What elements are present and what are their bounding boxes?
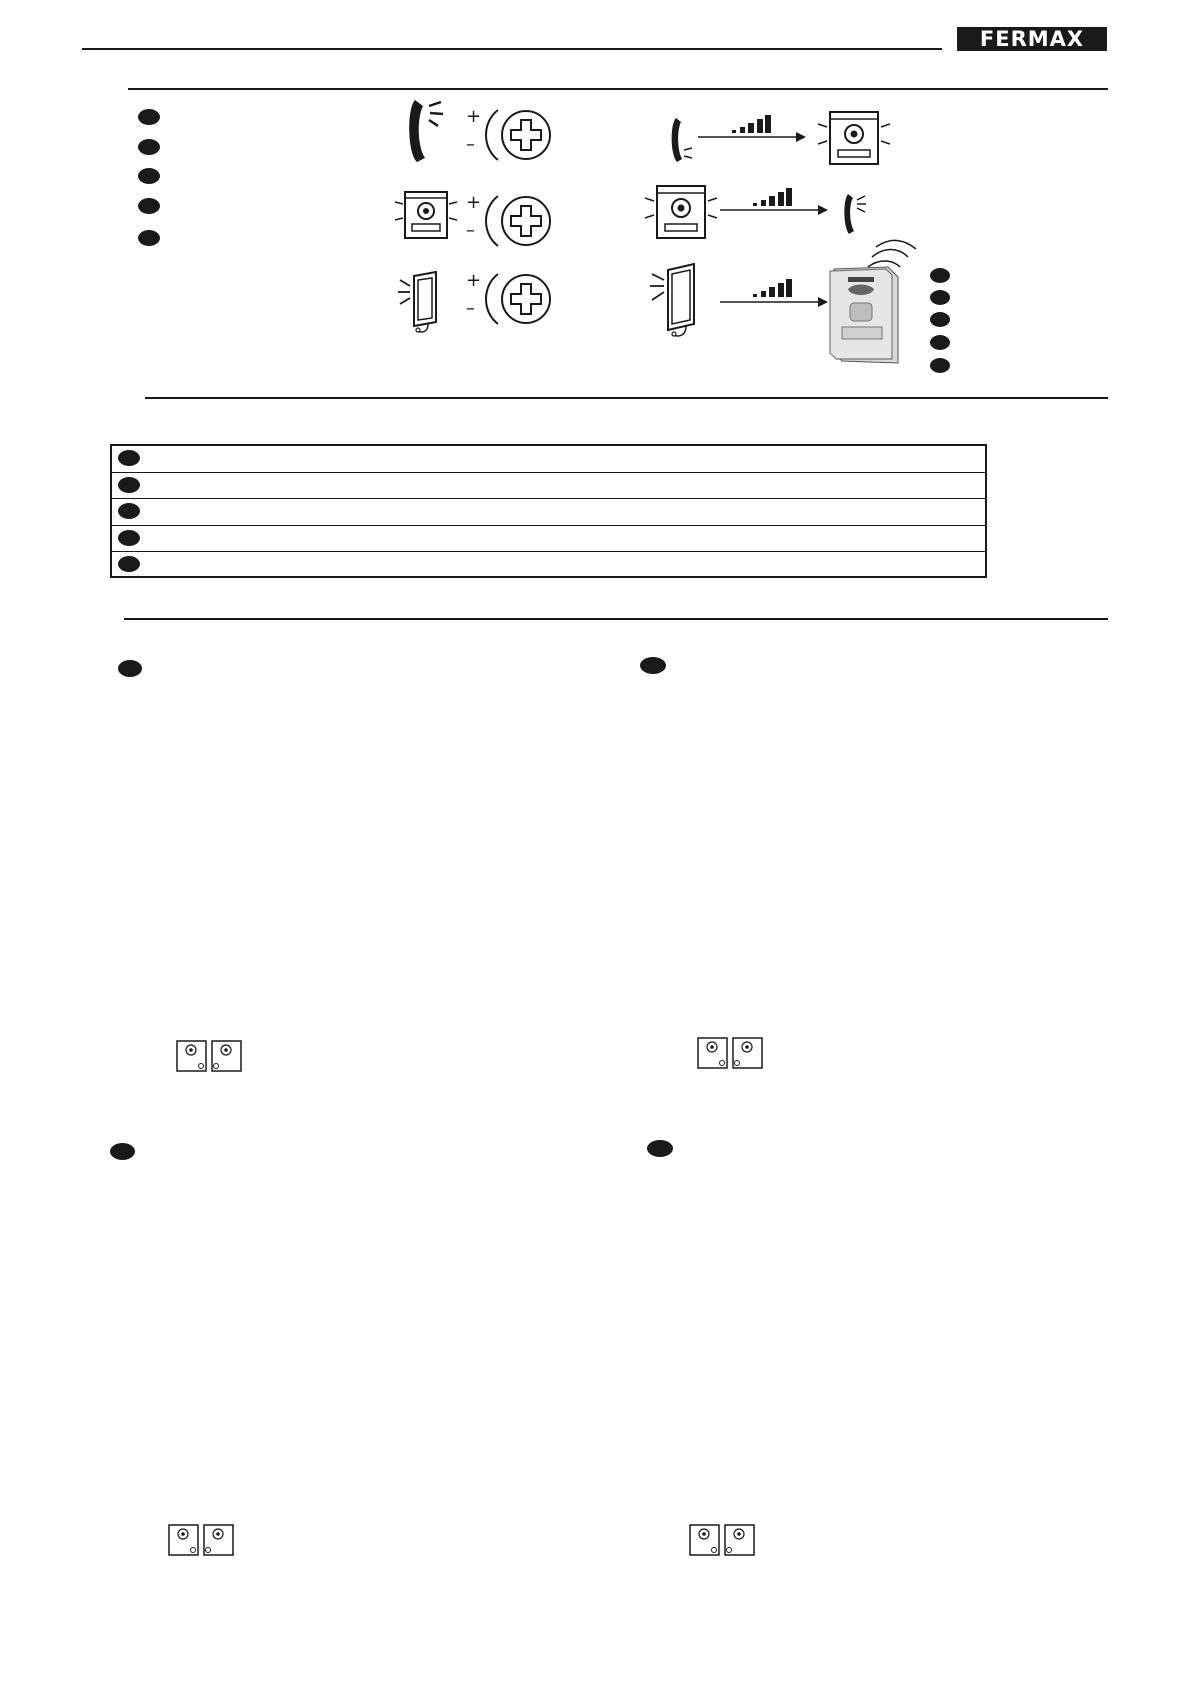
language-bullet xyxy=(138,168,160,184)
language-bullet xyxy=(118,530,140,546)
panel-pair-icon xyxy=(689,1524,755,1556)
language-bullet xyxy=(118,556,140,572)
monitor-icon xyxy=(650,262,700,340)
language-bullet xyxy=(930,358,950,373)
language-bullet xyxy=(647,1140,673,1157)
table-row xyxy=(112,525,985,551)
arrow-right-icon xyxy=(720,296,830,308)
panel-pair-icon xyxy=(697,1037,763,1069)
language-bullet xyxy=(138,198,160,214)
svg-text:+: + xyxy=(466,192,482,213)
language-bullet xyxy=(118,660,142,677)
signal-bars-icon xyxy=(751,278,793,298)
handset-ring-icon xyxy=(405,98,447,166)
panel-pair-icon xyxy=(176,1040,242,1072)
language-bullet xyxy=(118,477,140,493)
language-bullet xyxy=(118,503,140,519)
door-release-icon xyxy=(398,270,444,336)
minus-sign: – xyxy=(466,134,475,155)
panel-icon xyxy=(818,110,890,168)
panel-pair-icon xyxy=(168,1524,234,1556)
handset-icon xyxy=(668,116,696,164)
svg-text:+: + xyxy=(466,270,482,291)
volume-adjust-control xyxy=(462,104,554,164)
svg-text:–: – xyxy=(466,220,475,241)
language-bullet xyxy=(640,657,666,674)
panel-speaker-icon xyxy=(395,190,457,242)
table-row xyxy=(112,498,985,525)
handset-icon xyxy=(842,192,872,236)
wireless-panel-icon xyxy=(828,243,928,365)
section-divider xyxy=(124,618,1108,620)
section-divider xyxy=(145,397,1108,399)
language-bullet xyxy=(118,450,140,466)
fermax-logo: FERMAX xyxy=(957,27,1107,51)
table-row xyxy=(112,472,985,498)
language-bullet xyxy=(138,139,160,155)
section-divider xyxy=(128,88,1108,90)
language-bullet xyxy=(930,268,950,283)
language-bullet xyxy=(930,312,950,327)
svg-text:–: – xyxy=(466,298,475,319)
plus-sign: + xyxy=(466,106,482,127)
arrow-right-icon xyxy=(720,204,830,216)
language-bullet xyxy=(930,290,950,305)
panel-icon xyxy=(645,184,717,242)
header-rule xyxy=(82,48,942,50)
language-bullet xyxy=(138,109,160,125)
language-bullet xyxy=(110,1143,135,1160)
language-bullet xyxy=(930,335,950,350)
table-row xyxy=(112,551,985,576)
table-row xyxy=(112,446,985,472)
language-table xyxy=(110,444,987,578)
language-bullet xyxy=(138,230,160,246)
arrow-right-icon xyxy=(698,131,808,143)
volume-adjust-control xyxy=(462,268,554,328)
volume-adjust-control xyxy=(462,190,554,250)
